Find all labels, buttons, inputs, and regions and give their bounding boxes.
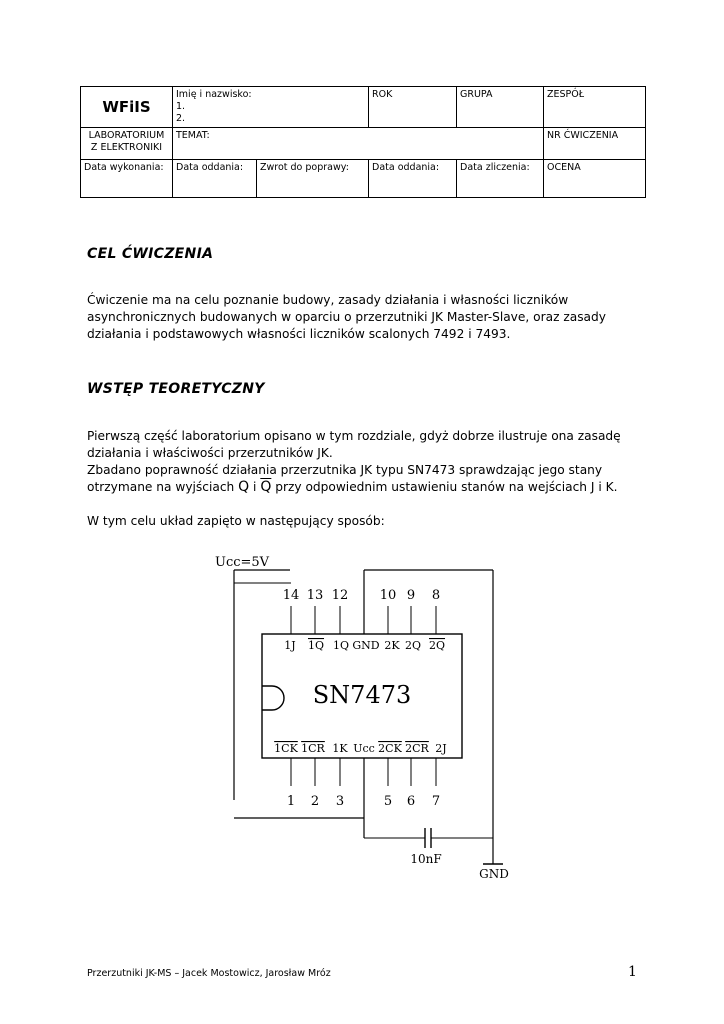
section-text-wstep [87, 428, 647, 530]
ocena-cell: OCENA [544, 160, 646, 198]
pin-13: 13 [306, 588, 324, 603]
label-1Q: 1Q [332, 639, 350, 652]
supply-label: Ucc=5V [215, 555, 270, 570]
label-2J: 2J [435, 742, 447, 755]
rok-cell: ROK [369, 87, 457, 128]
temat-cell: TEMAT: [173, 128, 544, 160]
pin-5: 5 [383, 794, 393, 809]
section-title-cel: CEL ĆWICZENIA [87, 246, 214, 262]
label-2K: 2K [384, 639, 400, 652]
name-cell [173, 87, 369, 128]
wstep-line3-a: otrzymane na wyjściach [87, 480, 239, 494]
lab-line2: Z ELEKTRONIKI [90, 142, 163, 153]
pin-14: 14 [282, 588, 300, 603]
zwrot-cell: Zwrot do poprawy: [257, 160, 369, 198]
label-1CR: 1CR [301, 742, 325, 755]
label-1CK: 1CK [274, 742, 298, 755]
section-text-cel: Ćwiczenie ma na celu poznanie budowy, zasady działania i własności liczników asynchronicznych budowanych w oparciu o przerzutniki JK Master-Slave, oraz zasady działania i podstawowych własności liczników scalonych 7492 i 7493. [87, 293, 606, 341]
pin-8: 8 [431, 588, 441, 603]
label-2CR: 2CR [405, 742, 429, 755]
lab-line1: LABORATORIUM [88, 130, 165, 141]
label-GND: GND [352, 639, 380, 652]
wstep-line4: W tym celu układ zapięto w następujący sposób: [87, 514, 385, 528]
wstep-line3 [87, 479, 647, 496]
pin-6: 6 [406, 794, 416, 809]
circuit-diagram [200, 548, 520, 884]
q-bar-symbol: $\overline{Q}$ [260, 479, 272, 495]
i-conjunction: i [253, 480, 257, 494]
section-title-wstep: WSTĘP TEORETYCZNY [87, 381, 265, 397]
chip-notch [262, 686, 284, 710]
wstep-line2: Zbadano poprawność działania przerzutnika JK typu SN7473 sprawdzając jego stany [87, 463, 603, 477]
wstep-line1: Pierwszą część laboratorium opisano w tym rozdziale, gdyż dobrze ilustruje ona zasadę działania i właściwości przerzutników JK. [87, 429, 621, 460]
data-oddania-2-cell: Data oddania: [369, 160, 457, 198]
pin-1: 1 [286, 794, 296, 809]
data-oddania-cell: Data oddania: [173, 160, 257, 198]
pin-9: 9 [406, 588, 416, 603]
q-symbol: Q [238, 479, 250, 495]
data-zliczenia-cell: Data zliczenia: [457, 160, 544, 198]
chip-label: SN7473 [312, 681, 412, 709]
name-label: Imię i nazwisko: [176, 89, 252, 100]
header-table [80, 86, 646, 198]
logo: WFiIS [81, 87, 173, 128]
label-2Q: 2Q [404, 639, 422, 652]
wstep-line3-b: przy odpowiednim ustawieniu stanów na wejściach J i K. [271, 480, 618, 494]
pin-3: 3 [335, 794, 345, 809]
label-1J: 1J [284, 639, 296, 652]
label-2Qbar: 2Q [428, 639, 446, 652]
nr-cwiczenia-cell: NR ĆWICZENIA [544, 128, 646, 160]
label-1K: 1K [332, 742, 348, 755]
page-number: 1 [628, 964, 637, 980]
pin-10: 10 [379, 588, 397, 603]
ground-label: GND [479, 867, 509, 881]
pin-2: 2 [310, 794, 320, 809]
label-2CK: 2CK [378, 742, 402, 755]
label-1Qbar: 1Q [307, 639, 325, 652]
label-Ucc: Ucc [353, 742, 375, 755]
data-wykonania-cell: Data wykonania: [81, 160, 173, 198]
pin-12: 12 [331, 588, 349, 603]
grupa-cell: GRUPA [457, 87, 544, 128]
footer-text: Przerzutniki JK-MS – Jacek Mostowicz, Jarosław Mróz [87, 968, 331, 979]
zespol-cell: ZESPÓŁ [544, 87, 646, 128]
name-1: 1. [176, 101, 186, 112]
pin-7: 7 [431, 794, 441, 809]
name-2: 2. [176, 113, 186, 124]
capacitor-label: 10nF [410, 852, 442, 866]
lab-cell [81, 128, 173, 160]
